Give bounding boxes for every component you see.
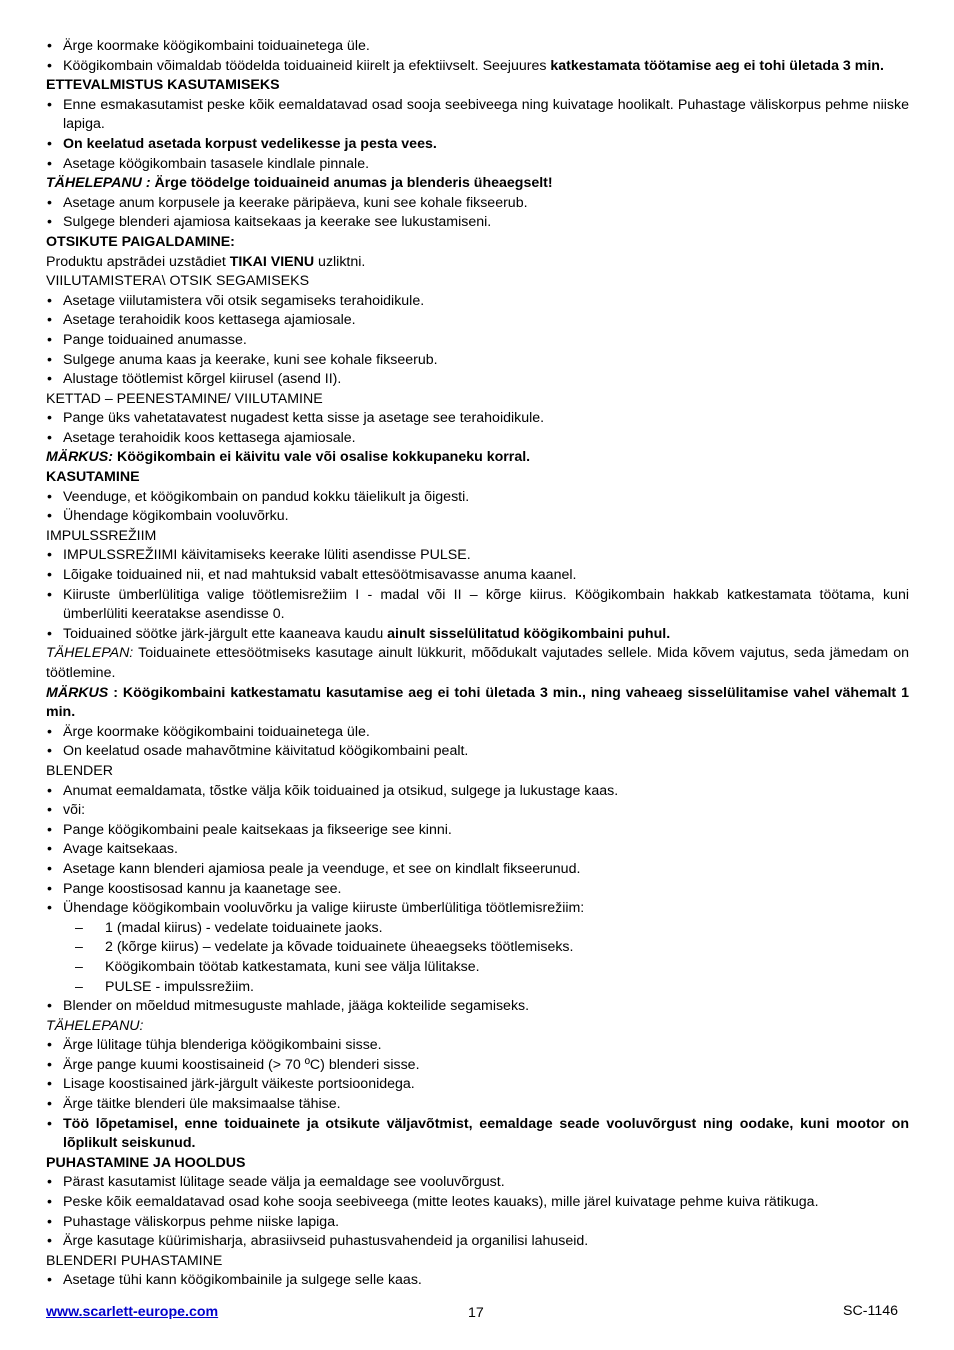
- bullet-item: [46, 351, 909, 371]
- note-paragraph: [46, 644, 909, 683]
- text-run: uzliktni.: [314, 253, 366, 270]
- note-paragraph: [46, 1017, 909, 1037]
- note-paragraph: [46, 684, 909, 723]
- text-run: Sulgege blenderi ajamiosa kaitsekaas ja keerake see lukustamiseni.: [63, 214, 492, 231]
- bullet-item: [46, 801, 909, 821]
- bullet-item: [46, 135, 909, 155]
- bullet-item: [46, 155, 909, 175]
- text-run: TÄHELEPANU :: [46, 175, 151, 192]
- bullet-item: [46, 57, 909, 77]
- bullet-item: [46, 194, 909, 214]
- website-link[interactable]: www.scarlett-europe.com: [46, 1304, 219, 1320]
- bullet-item: [46, 331, 909, 351]
- text-run: Köögikombain võimaldab töödelda toiduaineid kiirelt ja efektiivselt. Seejuures: [63, 57, 551, 74]
- section-heading: [46, 1154, 909, 1174]
- text-run: katkestamata töötamise aeg ei tohi ületada 3 min.: [550, 57, 884, 74]
- document-body: [46, 37, 909, 1291]
- text-run: Ärge lülitage tühja blenderiga köögikombaini sisse.: [63, 1037, 382, 1054]
- text-run: Ühendage kögikombain vooluvõrku.: [63, 508, 289, 525]
- text-run: Anumat eemaldamata, tõstke välja kõik toiduained ja otsikud, sulgege ja lukustage kaas.: [63, 782, 619, 799]
- text-run: KASUTAMINE: [46, 469, 140, 486]
- sub-list-item: [46, 938, 909, 958]
- text-run: Enne esmakasutamist peske kõik eemaldatavad osad sooja seebiveega ning kuivatage hoolikalt. Puhastage väliskorpus pehme niiske lapiga.: [63, 96, 909, 133]
- text-run: Kiiruste ümberlülitiga valige töötlemisrežiim I - madal või II – kõrge kiirus. Köögikombain hakkab katkestamata töötama, kuni ümberlüliti keeratakse asendisse 0.: [63, 586, 909, 623]
- text-run: Ärge koormake köögikombaini toiduainetega üle.: [63, 723, 370, 740]
- bullet-item: [46, 625, 909, 645]
- bullet-item: [46, 213, 909, 233]
- bullet-item: [46, 1056, 909, 1076]
- sub-list-item: [46, 958, 909, 978]
- bullet-item: [46, 723, 909, 743]
- text-run: Asetage viilutamistera või otsik segamiseks terahoidikule.: [63, 292, 425, 309]
- text-run: Puhastage väliskorpus pehme niiske lapiga.: [63, 1213, 340, 1230]
- text-run: Pange köögikombaini peale kaitsekaas ja fikseerige see kinni.: [63, 821, 452, 838]
- text-run: On keelatud osade mahavõtmine käivitatud köögikombaini pealt.: [63, 743, 469, 760]
- text-run: PUHASTAMINE JA HOOLDUS: [46, 1154, 246, 1171]
- text-run: Lisage koostisained järk-järgult väikeste portsioonidega.: [63, 1076, 415, 1093]
- text-run: MÄRKUS:: [46, 449, 113, 466]
- page-number: 17: [468, 1305, 484, 1321]
- text-run: Pange koostisosad kannu ja kaanetage see.: [63, 880, 342, 897]
- bullet-item: [46, 1213, 909, 1233]
- text-run: Pärast kasutamist lülitage seade välja ja eemaldage see vooluvõrgust.: [63, 1174, 505, 1191]
- text-run: Alustage töötlemist kõrgel kiirusel (asend II).: [63, 371, 342, 388]
- text-run: Peske kõik eemaldatavad osad kohe sooja seebiveega (mitte leotes kauaks), mille järel kuivatage pehme kuiva rätikuga.: [63, 1194, 819, 1211]
- bullet-item: [46, 311, 909, 331]
- text-run: TIKAI VIENU: [229, 253, 315, 270]
- text-run: Avage kaitsekaas.: [63, 841, 178, 858]
- note-paragraph: [46, 448, 909, 468]
- bullet-item: [46, 880, 909, 900]
- bullet-item: [46, 409, 909, 429]
- text-run: Lõigake toiduained nii, et nad mahtuksid vabalt ettesöötmisavasse anuma kaanel.: [63, 567, 577, 584]
- bullet-item: [46, 566, 909, 586]
- bullet-item: [46, 37, 909, 57]
- bullet-item: [46, 1095, 909, 1115]
- text-run: Toiduained söötke järk-järgult ette kaaneava kaudu: [63, 625, 388, 642]
- text-run: Veenduge, et köögikombain on pandud kokku täielikult ja õigesti.: [63, 488, 470, 505]
- bullet-item: [46, 782, 909, 802]
- text-run: ETTEVALMISTUS KASUTAMISEKS: [46, 77, 280, 94]
- text-line: [46, 253, 909, 273]
- sub-list-item: [46, 919, 909, 939]
- text-line: [46, 272, 909, 292]
- text-run: BLENDERI PUHASTAMINE: [46, 1252, 223, 1269]
- text-run: On keelatud asetada korpust vedelikesse ja pesta vees.: [63, 135, 437, 152]
- bullet-item: [46, 370, 909, 390]
- bullet-item: [46, 546, 909, 566]
- text-line: [46, 527, 909, 547]
- text-run: TÄHELEPAN:: [46, 645, 134, 662]
- bullet-item: [46, 586, 909, 625]
- section-heading: [46, 468, 909, 488]
- text-run: Töö lõpetamisel, enne toiduainete ja otsikute väljavõtmist, eemaldage seade vooluvõrgust ning oodake, kuni mootor on lõplikult seiskunud.: [63, 1115, 909, 1152]
- text-run: Asetage kann blenderi ajamiosa peale ja veenduge, et see on kindlalt fikseerunud.: [63, 860, 581, 877]
- bullet-item: [46, 1075, 909, 1095]
- text-run: Ärge kasutage küürimisharja, abrasiivseid puhastusvahendeid ja organilisi lahuseid.: [63, 1233, 589, 1250]
- text-run: Ärge töödelge toiduaineid anumas ja blenderis üheaegselt!: [150, 175, 553, 192]
- sub-list-item: [46, 978, 909, 998]
- text-run: ainult sisselülitatud köögikombaini puhul.: [387, 625, 671, 642]
- bullet-item: [46, 1036, 909, 1056]
- text-run: Produktu apstrādei uzstādiet: [46, 253, 230, 270]
- bullet-item: [46, 507, 909, 527]
- bullet-item: [46, 821, 909, 841]
- text-run: Toiduainete ettesöötmiseks kasutage ainult lükkurit, mõõdukalt vajutades sellele. Mida kõvem vajutus, seda jämedam on töötlemine.: [46, 645, 909, 681]
- text-run: 1 (madal kiirus) - vedelate toiduainete jaoks.: [105, 919, 383, 936]
- text-run: IMPULSSREŽIIMI käivitamiseks keerake lüliti asendisse PULSE.: [63, 547, 471, 564]
- bullet-item: [46, 840, 909, 860]
- bullet-item: [46, 1271, 909, 1291]
- bullet-item: [46, 1232, 909, 1252]
- bullet-item: [46, 96, 909, 135]
- text-run: Ärge täitke blenderi üle maksimaalse tähise.: [63, 1096, 341, 1113]
- text-run: TÄHELEPANU:: [46, 1017, 144, 1034]
- bullet-item: [46, 860, 909, 880]
- bullet-item: [46, 429, 909, 449]
- text-run: : Köögikombaini katkestamatu kasutamise aeg ei tohi ületada 3 min., ning vaheaeg sisselülitamise vahel vähemalt 1 min.: [46, 684, 909, 721]
- text-line: [46, 762, 909, 782]
- text-run: Asetage terahoidik koos kettasega ajamiosale.: [63, 429, 356, 446]
- text-run: Pange üks vahetatavatest nugadest ketta sisse ja asetage see terahoidikule.: [63, 410, 545, 427]
- bullet-item: [46, 997, 909, 1017]
- text-run: Köögikombain ei käivitu vale või osalise kokkupaneku korral.: [113, 449, 531, 466]
- text-run: IMPULSSREŽIIM: [46, 527, 157, 544]
- text-run: Asetage köögikombain tasasele kindlale pinnale.: [63, 155, 370, 172]
- text-run: 2 (kõrge kiirus) – vedelate ja kõvade toiduainete üheaegseks töötlemiseks.: [105, 939, 574, 956]
- page-footer: [46, 1302, 904, 1322]
- bullet-item: [46, 1193, 909, 1213]
- model-number: SC-1146: [843, 1303, 898, 1319]
- bullet-item: [46, 1173, 909, 1193]
- text-line: [46, 1252, 909, 1272]
- text-run: Asetage tühi kann köögikombainile ja sulgege selle kaas.: [63, 1272, 422, 1289]
- text-run: Asetage terahoidik koos kettasega ajamiosale.: [63, 312, 356, 329]
- text-run: Pange toiduained anumasse.: [63, 331, 247, 348]
- text-run: OTSIKUTE PAIGALDAMINE:: [46, 233, 235, 250]
- bullet-item: [46, 292, 909, 312]
- section-heading: [46, 233, 909, 253]
- text-run: Blender on mõeldud mitmesuguste mahlade, jääga kokteilide segamiseks.: [63, 998, 530, 1015]
- bullet-item: [46, 899, 909, 919]
- text-run: või:: [63, 802, 86, 819]
- bullet-item: [46, 488, 909, 508]
- text-run: Ärge pange kuumi koostisaineid (> 70 ºC) blenderi sisse.: [63, 1056, 420, 1073]
- bullet-item: [46, 742, 909, 762]
- note-paragraph: [46, 174, 909, 194]
- text-run: PULSE - impulssrežiim.: [105, 978, 254, 995]
- bullet-item: [46, 1115, 909, 1154]
- text-run: VIILUTAMISTERA\ OTSIK SEGAMISEKS: [46, 273, 310, 290]
- text-run: KETTAD – PEENESTAMINE/ VIILUTAMINE: [46, 390, 323, 407]
- text-line: [46, 390, 909, 410]
- text-run: Sulgege anuma kaas ja keerake, kuni see kohale fikseerub.: [63, 351, 438, 368]
- text-run: Köögikombain töötab katkestamata, kuni see välja lülitakse.: [105, 958, 480, 975]
- text-run: Asetage anum korpusele ja keerake päripäeva, kuni see kohale fikseerub.: [63, 194, 528, 211]
- text-run: Ühendage köögikombain vooluvõrku ja valige kiiruste ümberlülitiga töötlemisrežiim:: [63, 900, 585, 917]
- text-run: Ärge koormake köögikombaini toiduainetega üle.: [63, 38, 370, 54]
- text-run: MÄRKUS: [46, 684, 109, 701]
- text-run: BLENDER: [46, 762, 114, 779]
- section-heading: [46, 76, 909, 96]
